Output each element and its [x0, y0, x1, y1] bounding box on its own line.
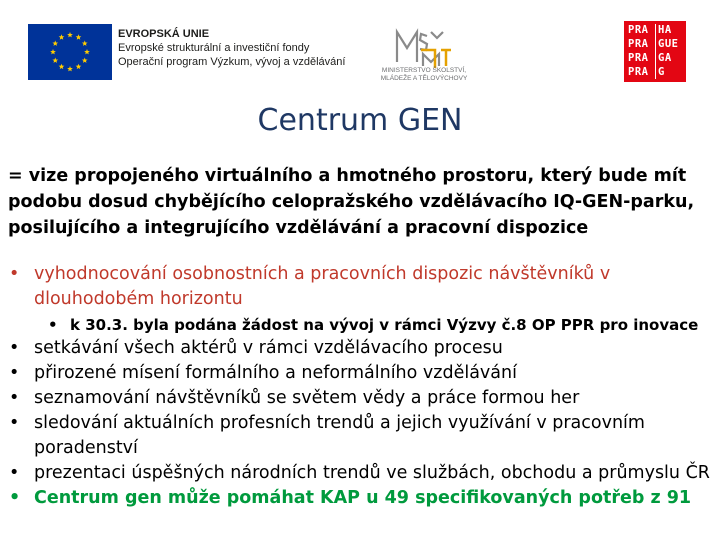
bullet-list	[6, 262, 718, 511]
eu-programme-text	[118, 27, 345, 69]
bullet-icon: •	[48, 316, 58, 334]
list-item-text: přirozené mísení formálního a neformálního vzdělávání	[34, 363, 517, 383]
list-item	[6, 411, 718, 461]
praha-cell: GA	[658, 52, 672, 64]
bullet-icon: •	[9, 338, 20, 358]
bullet-icon: •	[9, 488, 21, 508]
list-item	[6, 336, 718, 361]
sub-list-item	[6, 314, 718, 336]
bullet-icon: •	[9, 264, 20, 284]
list-item	[6, 461, 718, 486]
msmt-text	[364, 67, 484, 83]
list-item-text: Centrum gen může pomáhat KAP u 49 specifikovaných potřeb z 91	[34, 488, 692, 508]
sub-list-item-text: k 30.3. byla podána žádost na vývoj v rámci Výzvy č.8 OP PPR pro inovace	[70, 316, 699, 334]
eu-funds: Evropské strukturální a investiční fondy	[118, 42, 310, 54]
logo-strip	[0, 0, 720, 100]
bullet-icon: •	[9, 413, 20, 433]
list-item	[6, 486, 718, 511]
bullet-icon: •	[9, 363, 20, 383]
list-item-text: vyhodnocování osobnostních a pracovních dispozic návštěvníků v dlouhodobém horizontu	[34, 264, 611, 309]
praha-divider	[655, 24, 656, 79]
eu-programme: Operační program Výzkum, vývoj a vzdělávání	[118, 56, 346, 68]
list-item	[6, 361, 718, 386]
list-item-text: seznamování návštěvníků se světem vědy a práce formou her	[34, 388, 580, 408]
slide-title: Centrum GEN	[257, 103, 463, 138]
list-item-text: setkávání všech aktérů v rámci vzdělávacího procesu	[34, 338, 503, 358]
msmt-line2: MLÁDEŽE A TĚLOVÝCHOVY	[380, 75, 468, 82]
msmt-line1: MINISTERSTVO ŠKOLSTVÍ,	[381, 67, 467, 74]
eu-flag-icon	[28, 24, 112, 80]
praha-cell: PRA	[628, 24, 649, 36]
list-item	[6, 262, 718, 312]
msmt-logo	[365, 22, 480, 94]
eu-title: EVROPSKÁ UNIE	[118, 28, 210, 40]
bullet-icon: •	[9, 463, 20, 483]
bullet-icon: •	[9, 388, 20, 408]
praha-cell: HA	[658, 24, 672, 36]
praha-cell: PRA	[628, 38, 649, 50]
praha-cell: PRA	[628, 52, 649, 64]
list-item-text: prezentaci úspěšných národních trendů ve službách, obchodu a průmyslu ČR	[34, 463, 710, 483]
list-item	[6, 386, 718, 411]
praha-cell: G	[658, 66, 665, 78]
praha-cell: GUE	[658, 38, 679, 50]
intro-paragraph: = vize propojeného virtuálního a hmotného prostoru, který bude mít podobu dosud chybějícího celopražského vzdělávacího IQ-GEN-parku, posilujícího a integrujícího vzdělávání a pracovní dispozice	[8, 166, 695, 238]
list-item-text: sledování aktuálních profesních trendů a jejich využívání v pracovním poradenství	[34, 413, 645, 458]
praha-logo	[624, 21, 686, 82]
praha-cell: PRA	[628, 66, 649, 78]
